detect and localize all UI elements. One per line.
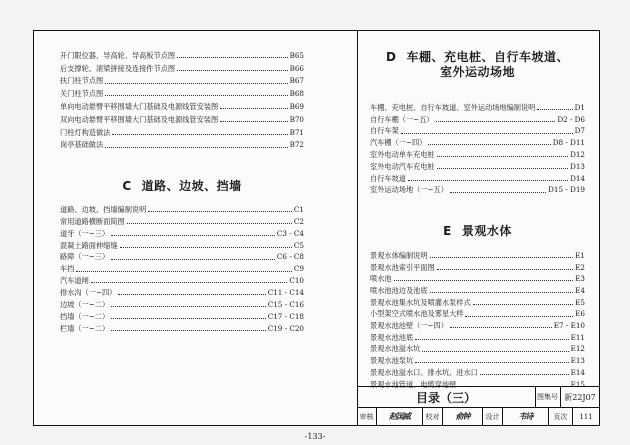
toc-entry-code: E1: [575, 250, 585, 260]
toc-entry-title: 景观水池集水坑及喷灌水泵样式: [370, 297, 471, 307]
leader-dots: [105, 95, 287, 96]
toc-entry-code: C5: [293, 240, 304, 250]
toc-row: [60, 323, 304, 334]
leader-dots: [473, 304, 574, 305]
toc-entry-title: 汽车棚（一~四）: [370, 138, 427, 148]
leader-dots: [415, 339, 568, 340]
leader-dots: [408, 180, 568, 181]
toc-entry-title: 景观水体编制说明: [370, 250, 428, 260]
toc-entry-title: 汽车道闸: [60, 276, 89, 286]
toc-entry-code: C3 - C4: [276, 228, 304, 238]
leader-dots: [91, 282, 288, 283]
toc-entry-code: C1: [293, 204, 304, 214]
toc-entry-title: 喷水池: [370, 274, 392, 284]
section-e-title: 景观水体: [461, 224, 512, 238]
leader-dots: [111, 235, 275, 236]
toc-entry-title: 开门限位器、导高轮、导高板节点图: [60, 50, 176, 60]
toc-entry-title: 边坡（一~二）: [60, 300, 110, 310]
leader-dots: [105, 83, 287, 84]
toc-entry-code: B69: [289, 102, 304, 112]
section-d-title-line2: 室外运动场地: [439, 65, 515, 79]
toc-entry-title: 自行车坡道: [370, 173, 406, 183]
design-signature: 韦诗: [503, 408, 549, 425]
leader-dots: [436, 121, 556, 122]
leader-dots: [394, 280, 574, 281]
toc-row: [370, 309, 585, 320]
atlas-label: 图集号: [535, 387, 561, 407]
drawing-sheet: [33, 30, 600, 426]
leader-dots: [76, 271, 292, 272]
toc-entry-title: 车挡: [60, 264, 75, 274]
section-d-letter: D: [386, 50, 397, 64]
toc-entry-code: D2 - D6: [557, 114, 585, 124]
section-c-letter: C: [122, 179, 132, 193]
left-column: [60, 50, 304, 350]
leader-dots: [428, 144, 550, 145]
leader-dots: [220, 108, 287, 109]
toc-entry-code: E2: [575, 262, 585, 272]
check-signature: 俞钟: [443, 408, 483, 425]
toc-entry-code: C19 - C20: [267, 323, 304, 333]
leader-dots: [120, 247, 292, 248]
check-label: 校对: [423, 408, 443, 425]
toc-row: [60, 127, 304, 138]
toc-entry-title: 门柱灯构造做法: [60, 127, 111, 137]
toc-entry-code: E3: [575, 274, 585, 284]
leader-dots: [127, 223, 292, 224]
toc-entry-code: E4: [575, 285, 585, 295]
toc-entry-code: C17 - C18: [267, 311, 304, 321]
toc-entry-code: E11: [570, 332, 585, 342]
toc-entry-code: C15 - C16: [267, 300, 304, 310]
toc-entry-title: 景观水池索引平面图: [370, 262, 435, 272]
toc-row: [370, 149, 585, 160]
toc-entry-code: E6: [575, 309, 585, 319]
toc-entry-code: B67: [289, 76, 304, 86]
leader-dots: [480, 374, 569, 375]
toc-entry-title: 道路、边坡、挡墙编制说明: [60, 204, 147, 214]
toc-row: [60, 275, 304, 286]
toc-entry-code: B65: [289, 50, 304, 60]
toc-entry-code: E12: [570, 344, 585, 354]
toc-row: [370, 320, 585, 331]
toc-entry-code: E13: [570, 356, 585, 366]
toc-entry-title: 小型架空式喷水池及雾星大样: [370, 309, 464, 319]
toc-row: [60, 76, 304, 87]
toc-row: [370, 332, 585, 343]
leader-dots: [105, 147, 287, 148]
leader-dots: [415, 362, 568, 363]
toc-entry-title: 后支撑轮、滚梁拼接及连接件节点图: [60, 63, 176, 73]
leader-dots: [450, 327, 552, 328]
review-label: 审核: [357, 408, 377, 425]
toc-entry-code: E15: [570, 379, 585, 389]
title-block-top: [357, 387, 599, 408]
review-signature: 赵国威: [377, 408, 423, 425]
toc-entry-code: D15 - D19: [548, 185, 585, 195]
toc-entry-code: C6 - C8: [276, 252, 304, 262]
toc-row: [60, 101, 304, 112]
toc-entry-code: E7 - E10: [553, 321, 585, 331]
leader-dots: [111, 330, 266, 331]
toc-row: [60, 114, 304, 125]
toc-row: [370, 367, 585, 378]
toc-entry-code: D13: [570, 161, 585, 171]
toc-entry-code: C2: [293, 216, 304, 226]
toc-row: [370, 297, 585, 308]
leader-dots: [437, 156, 568, 157]
toc-entry-code: D1: [574, 102, 585, 112]
toc-row: [370, 114, 585, 125]
toc-entry-code: B70: [289, 114, 304, 124]
leader-dots: [437, 269, 573, 270]
toc-entry-title: 景观水池溢水坑: [370, 344, 421, 354]
toc-row: [370, 102, 585, 113]
toc-entry-title: 扶门柱节点图: [60, 76, 104, 86]
toc-row: [60, 252, 304, 263]
leader-dots: [111, 259, 275, 260]
leader-dots: [177, 57, 288, 58]
toc-row: [370, 185, 585, 196]
toc-entry-code: D7: [574, 126, 585, 136]
toc-row: [370, 355, 585, 366]
leader-dots: [437, 168, 568, 169]
toc-entry-code: D8 - D11: [552, 138, 585, 148]
atlas-number: 新22J07: [564, 392, 596, 402]
toc-entry-title: 室外电动汽车充电桩: [370, 161, 435, 171]
toc-entry-title: 室外电动单车充电桩: [370, 150, 435, 160]
toc-row: [60, 216, 304, 227]
toc-entry-title: 岗亭基础做法: [60, 140, 104, 150]
toc-entry-code: B66: [289, 63, 304, 73]
toc-entry-title: 路障（一~三）: [60, 252, 110, 262]
toc-entry-title: 室外运动场地（一~五）: [370, 185, 448, 195]
section-e-heading: [370, 225, 585, 237]
toc-entry-title: 景观水池池壁（一~四）: [370, 321, 448, 331]
toc-row: [370, 344, 585, 355]
toc-entry-title: 排水沟（一~四）: [60, 288, 117, 298]
toc-row: [60, 311, 304, 322]
right-column: [370, 50, 585, 389]
leader-dots: [450, 192, 546, 193]
toc-row: [60, 63, 304, 74]
toc-entry-title: 景观水池溢水口、排水坑、进水口: [370, 367, 478, 377]
toc-row: [370, 273, 585, 284]
toc-row: [370, 126, 585, 137]
toc-row: [370, 250, 585, 261]
toc-row: [60, 228, 304, 239]
toc-row: [60, 50, 304, 61]
leader-dots: [401, 133, 573, 134]
toc-entry-title: 车棚、充电桩、自行车坡道、室外运动场地编制说明: [370, 102, 536, 112]
leader-dots: [112, 134, 287, 135]
section-c-title: 道路、边坡、挡墙: [141, 179, 242, 193]
leader-dots: [118, 294, 265, 295]
section-d-heading: [370, 50, 585, 80]
toc-row: [370, 137, 585, 148]
section-e-letter: E: [443, 224, 452, 238]
toc-entry-title: 挡墙（一~二）: [60, 311, 110, 321]
page-value: 111: [579, 412, 593, 421]
toc-row: [60, 140, 304, 151]
toc-entry-code: B72: [289, 140, 304, 150]
toc-entry-title: 喷水池池边及池底: [370, 285, 428, 295]
toc-entry-code: C9: [293, 264, 304, 274]
toc-row: [60, 240, 304, 251]
toc-row: [370, 262, 585, 273]
leader-dots: [430, 257, 574, 258]
leader-dots: [177, 70, 288, 71]
toc-entry-code: D14: [570, 173, 585, 183]
toc-entry-code: E5: [575, 297, 585, 307]
leader-dots: [537, 109, 572, 110]
design-label: 设计: [483, 408, 503, 425]
toc-row: [370, 161, 585, 172]
toc-row: [60, 264, 304, 275]
leader-dots: [465, 316, 573, 317]
toc-entry-title: 景观水池管道、电缆穿池壁: [370, 379, 457, 389]
title-block-bottom: [357, 408, 599, 425]
toc-entry-code: B71: [289, 127, 304, 137]
page-number: -133-: [304, 432, 326, 441]
toc-row: [370, 285, 585, 296]
leader-dots: [148, 211, 292, 212]
toc-entry-code: E14: [570, 367, 585, 377]
toc-row: [60, 204, 304, 215]
section-d-title-line1: 车棚、充电桩、自行车坡道、: [406, 50, 569, 64]
column-divider: [357, 31, 358, 425]
toc-entry-title: 混凝土路面伸缩缝: [60, 240, 118, 250]
toc-entry-code: B68: [289, 89, 304, 99]
page-label: 页次: [549, 408, 573, 425]
toc-entry-title: 景观水池池底: [370, 332, 414, 342]
toc-entry-title: 自行车架: [370, 126, 399, 136]
toc-entry-title: 常用道路横断面简图: [60, 216, 125, 226]
leader-dots: [111, 318, 266, 319]
toc-row: [60, 299, 304, 310]
toc-entry-title: 双向电动悬臂平移围墙大门基础及电源线管安装图: [60, 114, 219, 124]
sheet-title: 目录（三）: [357, 387, 536, 407]
leader-dots: [430, 292, 574, 293]
leader-dots: [422, 351, 568, 352]
toc-entry-title: 单向电动悬臂平移围墙大门基础及电源线管安装图: [60, 102, 219, 112]
toc-entry-title: 自行车棚（一~五）: [370, 114, 434, 124]
leader-dots: [111, 306, 266, 307]
toc-row: [60, 287, 304, 298]
toc-entry-title: 栏墙（一~二）: [60, 323, 110, 333]
toc-entry-title: 道牙（一~三）: [60, 228, 110, 238]
section-c-heading: [60, 180, 304, 192]
toc-entry-title: 景观水池泵坑: [370, 356, 414, 366]
toc-entry-title: 关门柱节点图: [60, 89, 104, 99]
toc-entry-code: C11 - C14: [267, 288, 304, 298]
toc-row: [370, 173, 585, 184]
title-block: [357, 386, 599, 425]
toc-entry-code: C10: [289, 276, 304, 286]
toc-row: [60, 88, 304, 99]
leader-dots: [220, 121, 287, 122]
toc-entry-code: D12: [570, 150, 585, 160]
